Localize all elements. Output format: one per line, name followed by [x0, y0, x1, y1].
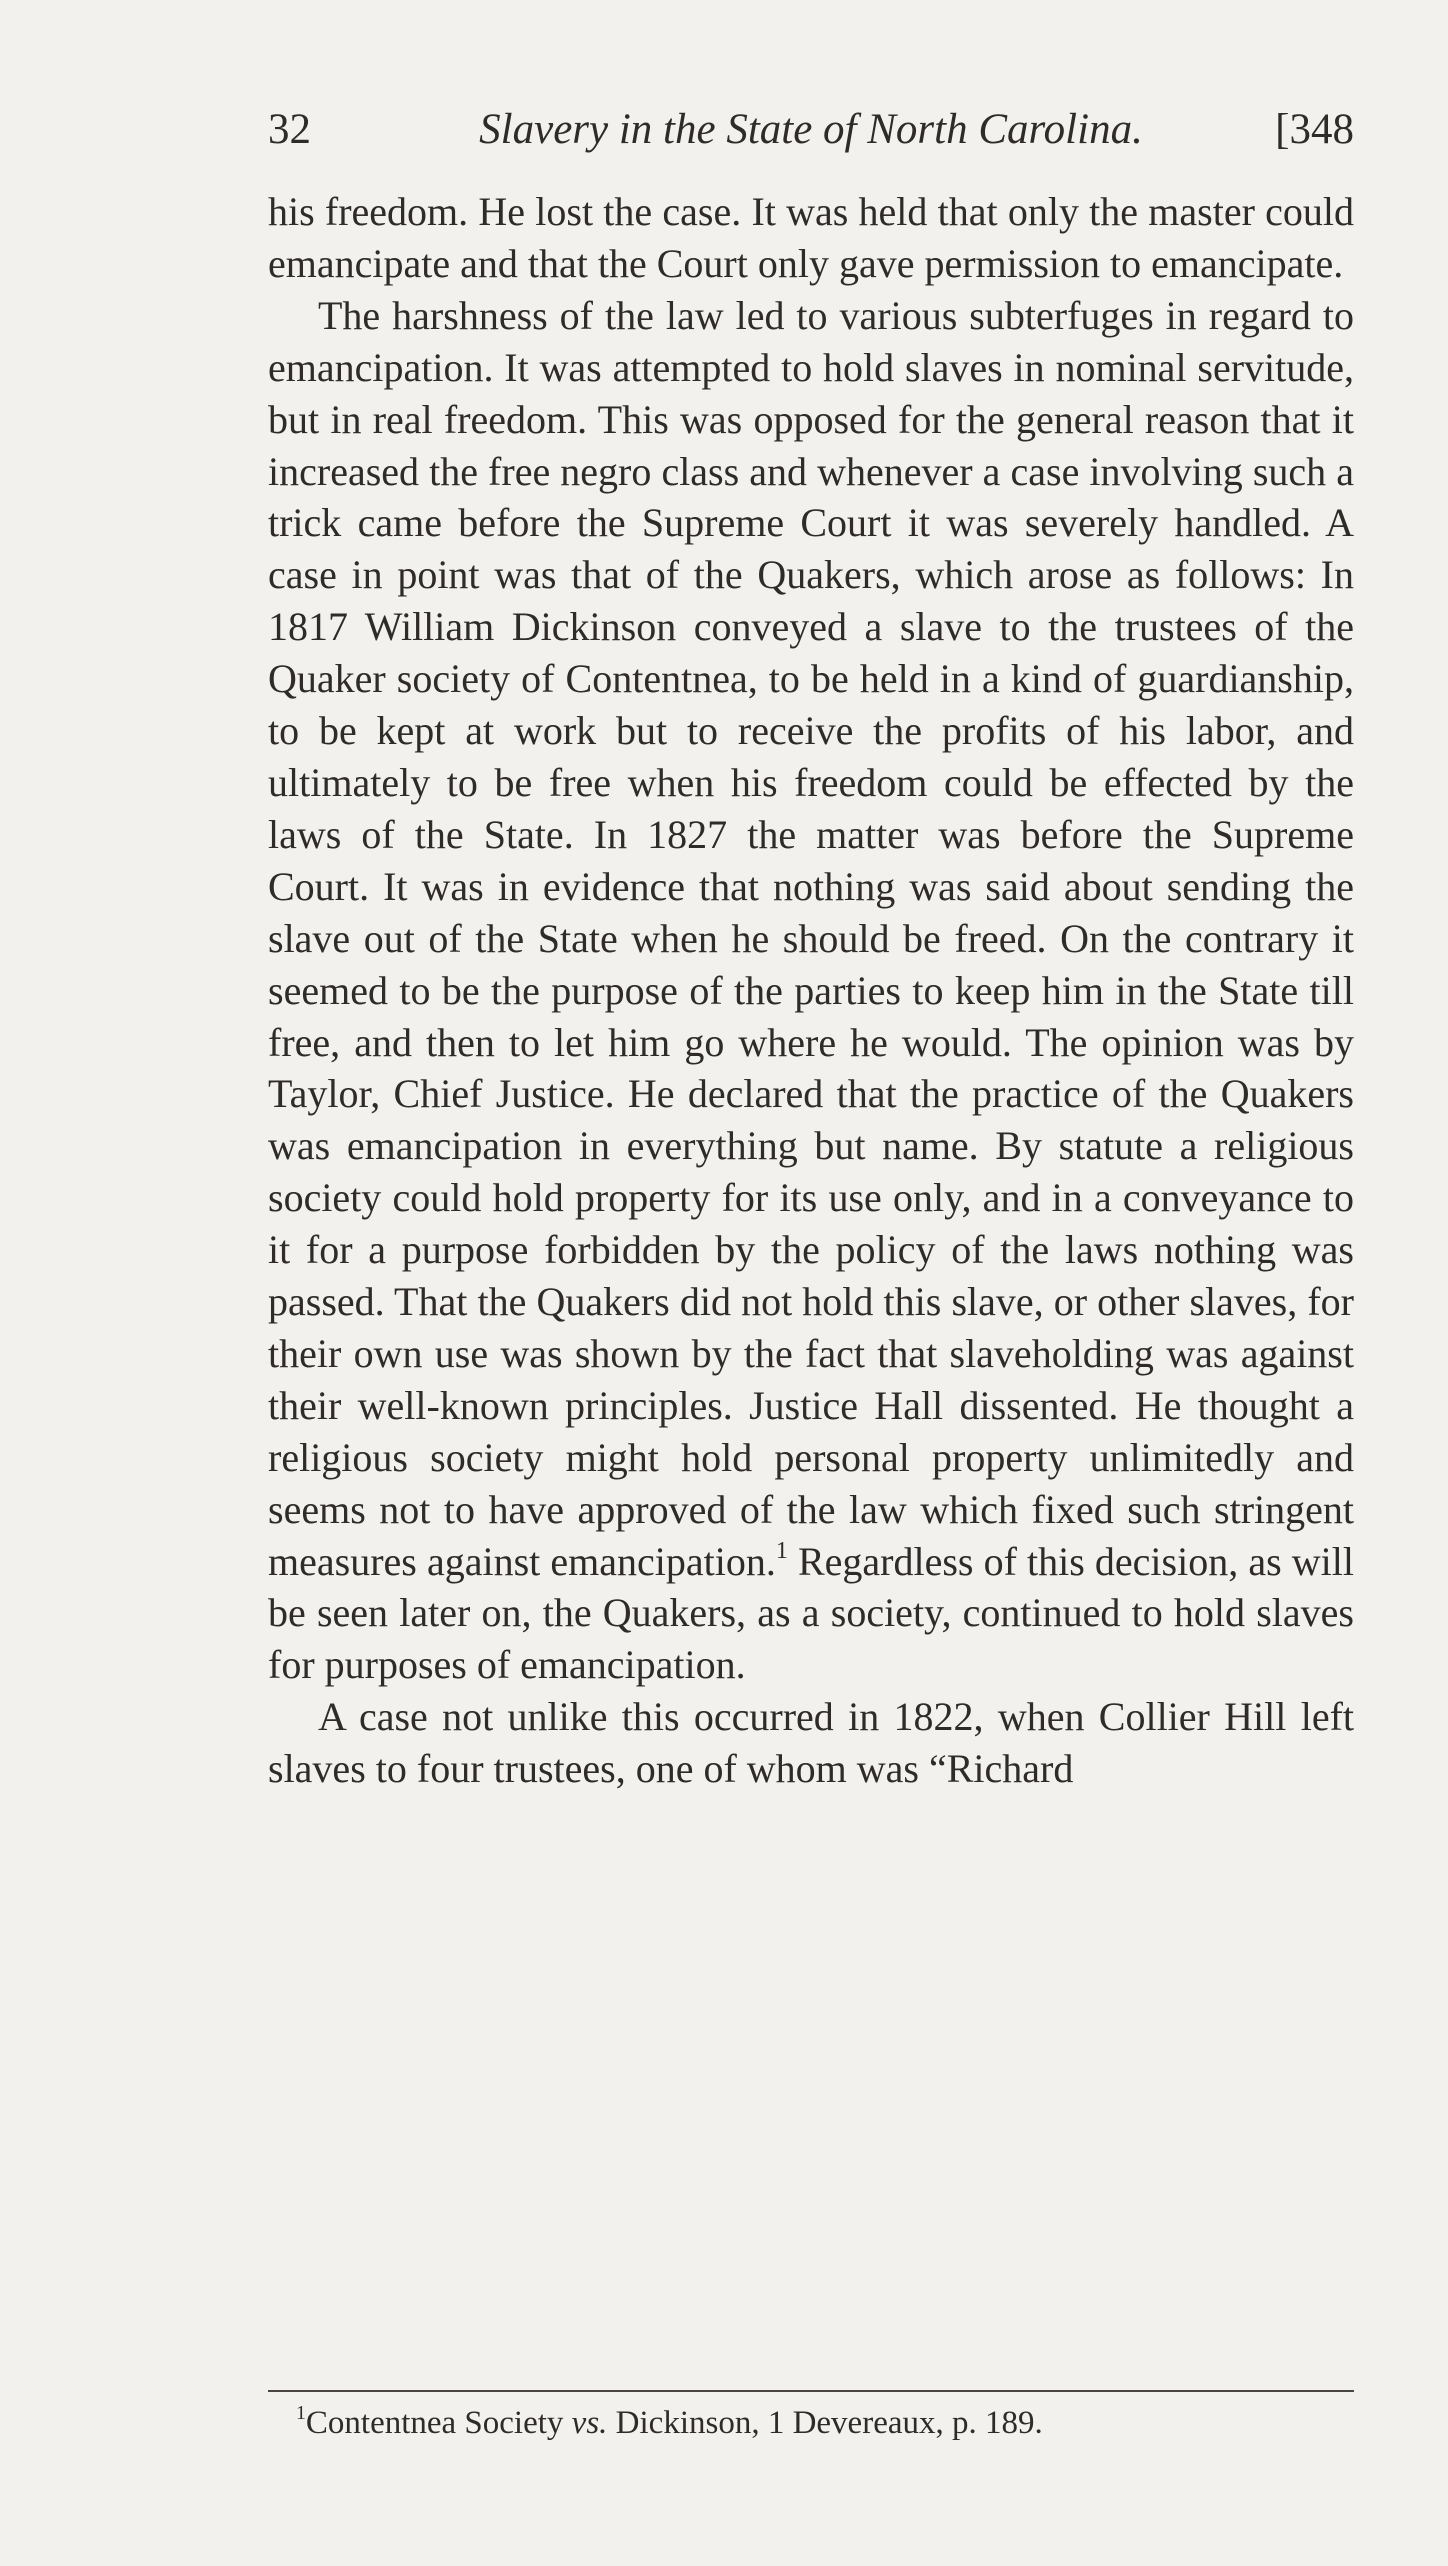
- paragraph-quaker-case: [268, 290, 1354, 1691]
- running-header: [268, 100, 1354, 160]
- paragraph-text: The harshness of the law led to various subterfuges in regard to emancipation. It was attempted to hold slaves in nominal servitude, but in real freedom. This was opposed for the general reason that it increased the free negro class and whenever a case involving such a trick came before the Supreme Court it was severely handled. A case in point was that of the Quakers, which arose as follows: In 1817 William Dickinson conveyed a slave to the trustees of the Quaker society of Contentnea, to be held in a kind of guardianship, to be kept at work but to receive the profits of his labor, and ultimately to be free when his freedom could be effected by the laws of the State. In 1827 the matter was before the Supreme Court. It was in evidence that nothing was said about sending the slave out of the State when he should be freed. On the contrary it seemed to be the purpose of the parties to keep him in the State till free, and then to let him go where he would. The opinion was by Taylor, Chief Justice. He declared that the practice of the Quakers was emancipation in everything but name. By statute a religious society could hold property for its use only, and in a conveyance to it for a purpose forbidden by the policy of the laws nothing was passed. That the Quakers did not hold this slave, or other slaves, for their own use was shown by the fact that slaveholding was against their well-known principles. Justice Hall dissented. He thought a religious society might hold personal property unlimitedly and seems not to have approved of the law which fixed such stringent measures against emancipation.: [268, 292, 1354, 1584]
- paragraph-continuation: his freedom. He lost the case. It was held that only the master could emancipate and that the Court only gave permission to emancipate.: [268, 189, 1354, 286]
- page-number: 32: [268, 106, 311, 153]
- body-text: [268, 186, 1354, 1795]
- footnote-text: Contentnea Society: [305, 2405, 572, 2441]
- paragraph-text-continued: Regardless of this decision, as will be seen later on, the Quakers, as a society, continued to hold slaves for purposes of emancipation.: [268, 1538, 1354, 1688]
- footnote-italic: vs.: [571, 2405, 608, 2441]
- paragraph-collier-hill: A case not unlike this occurred in 1822, when Collier Hill left slaves to four trustees, one of whom was “Richard: [268, 1694, 1354, 1792]
- footnote-citation: Dickinson, 1 Devereaux, p. 189.: [607, 2405, 1043, 2441]
- running-title: Slavery in the State of North Carolina.: [479, 106, 1143, 153]
- footnote-number: 1: [296, 2402, 306, 2425]
- footnote-marker: 1: [775, 1537, 788, 1564]
- section-number: [348: [1275, 106, 1354, 153]
- footnote: [268, 2400, 1354, 2446]
- footnote-divider: [268, 2390, 1354, 2392]
